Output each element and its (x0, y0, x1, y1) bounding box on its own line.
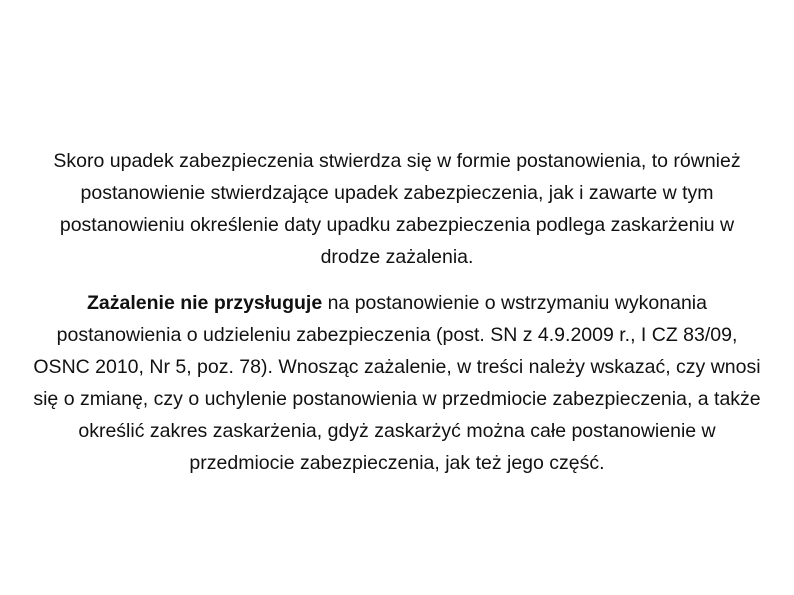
paragraph-upadek-zabezpieczenia (30, 145, 764, 273)
slide-content (30, 145, 764, 479)
paragraph-1-text: Skoro upadek zabezpieczenia stwierdza się w formie postanowienia, to również postanowienie stwierdzające upadek zabezpieczenia, jak i zawarte w tym postanowieniu określenie daty upadku zabezpieczenia podlega zaskarżeniu w drodze zażalenia. (53, 150, 741, 268)
paragraph-zazalenie (30, 287, 764, 479)
paragraph-2-text: na postanowienie o wstrzymaniu wykonania postanowienia o udzieleniu zabezpieczenia (post. SN z 4.9.2009 r., I CZ 83/09, OSNC 2010, Nr 5, poz. 78). Wnosząc zażalenie, w treści należy wskazać, czy wnosi się o zmianę, czy o uchylenie postanowienia w przedmiocie zabezpieczenia, a także określić zakres zaskarżenia, gdyż zaskarżyć można całe postanowienie w przedmiocie zabezpieczenia, jak też jego część. (33, 292, 761, 474)
paragraph-2-bold-lead: Zażalenie nie przysługuje (87, 292, 323, 314)
